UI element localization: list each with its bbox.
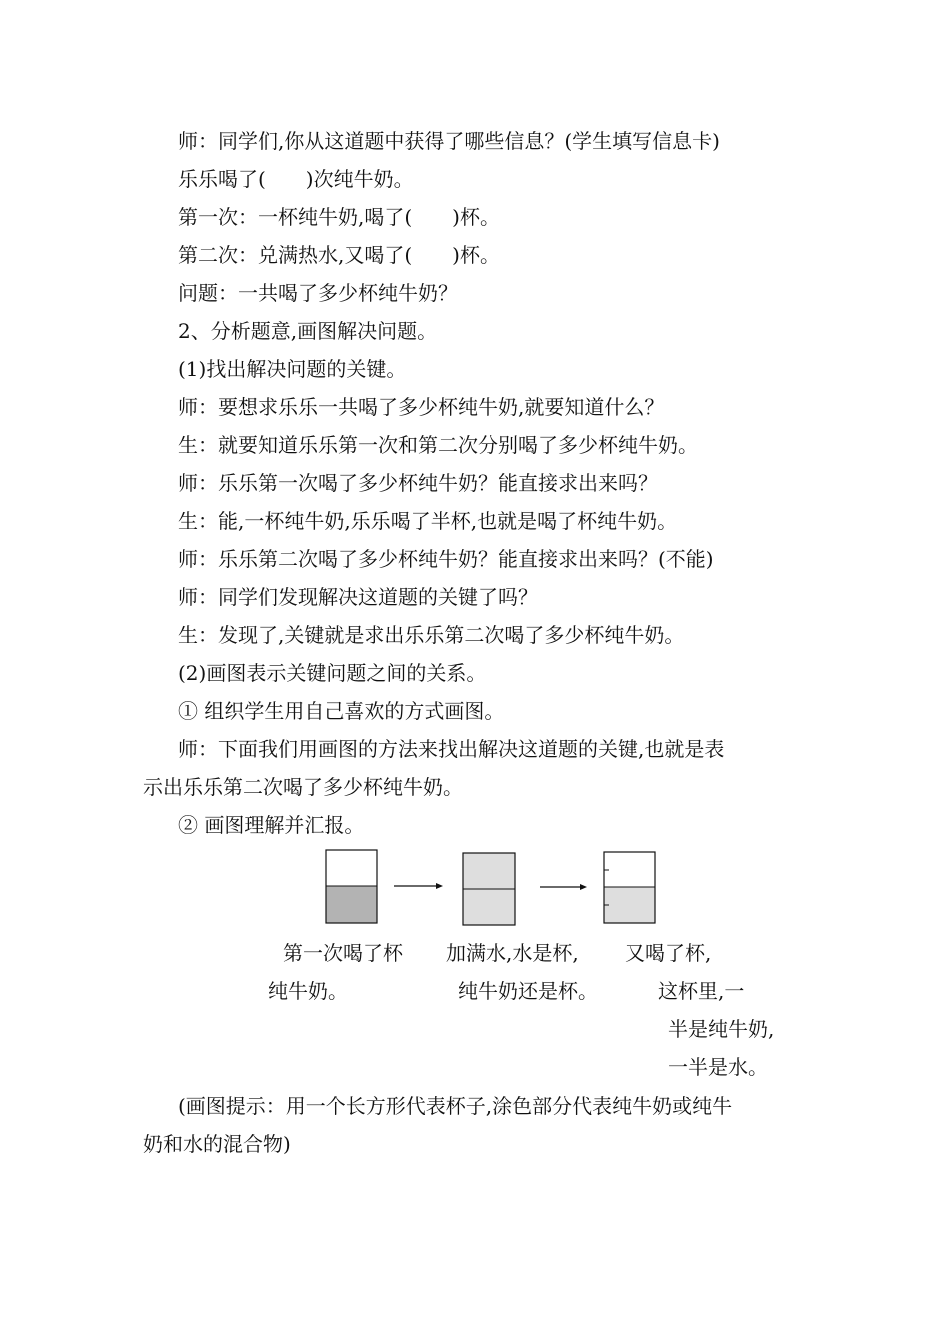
cup-3-glass <box>604 852 655 923</box>
arrow-right-icon <box>436 883 443 889</box>
subsection-heading: (2)画图表示关键问题之间的关系。 <box>178 661 487 685</box>
cup-2-caption-line: 纯牛奶还是杯。 <box>458 979 598 1003</box>
text-line: 师：要想求乐乐一共喝了多少杯纯牛奶,就要知道什么？ <box>178 395 665 419</box>
text-line: 示出乐乐第二次喝了多少杯纯牛奶。 <box>143 775 463 799</box>
text-line: 师：下面我们用画图的方法来找出解决这道题的关键,也就是表 <box>178 737 725 761</box>
cup-1-milk <box>326 886 377 923</box>
text-line: 师：同学们,你从这道题中获得了哪些信息？(学生填写信息卡) <box>178 129 720 153</box>
text-line: 生：发现了,关键就是求出乐乐第二次喝了多少杯纯牛奶。 <box>178 623 685 647</box>
text-line: 问题：一共喝了多少杯纯牛奶？ <box>178 281 458 305</box>
text-line: ① 组织学生用自己喜欢的方式画图。 <box>178 699 505 723</box>
cup-2-glass <box>463 853 515 925</box>
text-line: 师：乐乐第二次喝了多少杯纯牛奶？能直接求出来吗？(不能) <box>178 547 714 571</box>
text-line: 生：就要知道乐乐第一次和第二次分别喝了多少杯纯牛奶。 <box>178 433 698 457</box>
text-line: 师：乐乐第一次喝了多少杯纯牛奶？能直接求出来吗？ <box>178 471 658 495</box>
text-line: ② 画图理解并汇报。 <box>178 813 365 837</box>
hint-line: (画图提示：用一个长方形代表杯子,涂色部分代表纯牛奶或纯牛 <box>178 1094 733 1118</box>
cup-3-caption-line: 又喝了杯, <box>625 941 712 965</box>
hint-line: 奶和水的混合物) <box>143 1132 291 1156</box>
text-line: 生：能,一杯纯牛奶,乐乐喝了半杯,也就是喝了杯纯牛奶。 <box>178 509 678 533</box>
cup-1-caption-line: 纯牛奶。 <box>268 979 348 1003</box>
text-line: 师：同学们发现解决这道题的关键了吗？ <box>178 585 538 609</box>
cup-3-caption-line: 半是纯牛奶, <box>668 1017 775 1041</box>
section-heading: 2、分析题意,画图解决问题。 <box>178 319 438 343</box>
cup-3-caption-line: 这杯里,一 <box>658 979 745 1003</box>
cup-2-caption-line: 加满水,水是杯, <box>446 941 579 965</box>
arrow-right-icon <box>580 884 587 890</box>
cup-diagram <box>0 840 950 930</box>
cup-1-caption-line: 第一次喝了杯 <box>283 941 403 965</box>
text-line: 乐乐喝了( )次纯牛奶。 <box>178 167 414 191</box>
cup-1-glass <box>326 850 377 923</box>
text-line: 第一次：一杯纯牛奶,喝了( )杯。 <box>178 205 500 229</box>
text-line: 第二次：兑满热水,又喝了( )杯。 <box>178 243 500 267</box>
cup-3-caption-line: 一半是水。 <box>668 1055 768 1079</box>
subsection-heading: (1)找出解决问题的关键。 <box>178 357 407 381</box>
arrow-2 <box>540 884 587 890</box>
cup-3-mixture <box>604 887 655 923</box>
arrow-1 <box>394 883 443 889</box>
